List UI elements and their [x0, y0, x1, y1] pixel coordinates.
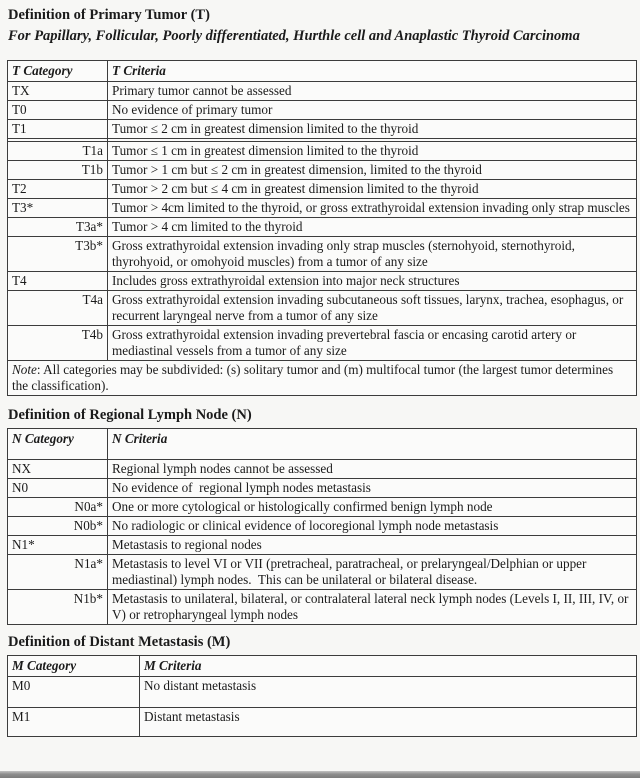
category-cell: M0 [8, 677, 140, 708]
criteria-cell: No radiologic or clinical evidence of locoregional lymph node metastasis [108, 517, 637, 536]
category-cell: NX [8, 460, 108, 479]
column-header-category: T Category [8, 61, 108, 82]
section-distant-metastasis-m [0, 633, 640, 737]
table-row [8, 555, 637, 590]
criteria-cell: Metastasis to level VI or VII (pretracheal, paratracheal, or prelaryngeal/Delphian or upper mediastinal) lymph nodes. This can be unilateral or bilateral disease. [108, 555, 637, 590]
t-staging-table [7, 60, 637, 396]
category-cell: M1 [8, 708, 140, 737]
category-cell: T4a [8, 291, 108, 326]
table-row [8, 498, 637, 517]
criteria-cell: Distant metastasis [140, 708, 637, 737]
column-header-category: N Category [8, 429, 108, 460]
column-header-criteria: N Criteria [108, 429, 637, 460]
column-header-criteria: M Criteria [140, 656, 637, 677]
page-bottom-edge [0, 771, 640, 778]
table-row [8, 517, 637, 536]
section-heading: Definition of Regional Lymph Node (N) [8, 407, 252, 423]
table-row [8, 272, 637, 291]
category-cell: T4b [8, 326, 108, 361]
table-row [8, 142, 637, 161]
criteria-cell: One or more cytological or histologically confirmed benign lymph node [108, 498, 637, 517]
category-cell: T2 [8, 180, 108, 199]
category-cell: T1 [8, 120, 108, 139]
category-cell: TX [8, 82, 108, 101]
category-cell: T4 [8, 272, 108, 291]
category-cell: T1b [8, 161, 108, 180]
category-cell: N1a* [8, 555, 108, 590]
criteria-cell: Includes gross extrathyroidal extension into major neck structures [108, 272, 637, 291]
table-row [8, 291, 637, 326]
criteria-cell: Tumor ≤ 2 cm in greatest dimension limited to the thyroid [108, 120, 637, 139]
note-text: : All categories may be subdivided: (s) solitary tumor and (m) multifocal tumor (the largest tumor determines the classification). [12, 362, 614, 393]
category-cell: N1b* [8, 590, 108, 625]
criteria-cell: No evidence of regional lymph nodes metastasis [108, 479, 637, 498]
table-header-row [8, 429, 637, 460]
table-row [8, 199, 637, 218]
table-row [8, 82, 637, 101]
table-row [8, 460, 637, 479]
category-cell: T1a [8, 142, 108, 161]
criteria-cell: Metastasis to unilateral, bilateral, or contralateral lateral neck lymph nodes (Levels I, II, III, IV, or V) or retropharyngeal lymph nodes [108, 590, 637, 625]
criteria-cell: Tumor > 2 cm but ≤ 4 cm in greatest dimension limited to the thyroid [108, 180, 637, 199]
note-label: Note [12, 362, 37, 377]
table-row [8, 120, 637, 139]
table-row [8, 677, 637, 708]
note-cell [8, 361, 637, 396]
criteria-cell: Tumor > 4cm limited to the thyroid, or gross extrathyroidal extension invading only strap muscles [108, 199, 637, 218]
column-header-criteria: T Criteria [108, 61, 637, 82]
category-cell: T0 [8, 101, 108, 120]
table-header-row [8, 61, 637, 82]
category-cell: T3b* [8, 237, 108, 272]
section-heading: Definition of Distant Metastasis (M) [8, 634, 231, 650]
criteria-cell: Tumor ≤ 1 cm in greatest dimension limited to the thyroid [108, 142, 637, 161]
table-row [8, 161, 637, 180]
table-header-row [8, 656, 637, 677]
criteria-cell: No evidence of primary tumor [108, 101, 637, 120]
n-staging-table [7, 428, 637, 625]
table-row [8, 708, 637, 737]
criteria-cell: No distant metastasis [140, 677, 637, 708]
section-primary-tumor-t [0, 6, 640, 396]
m-staging-table [7, 655, 637, 737]
table-row [8, 237, 637, 272]
criteria-cell: Tumor > 4 cm limited to the thyroid [108, 218, 637, 237]
note-row [8, 361, 637, 396]
category-cell: N1* [8, 536, 108, 555]
column-header-category: M Category [8, 656, 140, 677]
criteria-cell: Tumor > 1 cm but ≤ 2 cm in greatest dimension, limited to the thyroid [108, 161, 637, 180]
section-heading: Definition of Primary Tumor (T) [8, 7, 210, 23]
section-subtitle: For Papillary, Follicular, Poorly differentiated, Hurthle cell and Anaplastic Thyroid Carcinoma [8, 28, 580, 44]
table-row [8, 479, 637, 498]
table-row [8, 590, 637, 625]
table-row [8, 326, 637, 361]
criteria-cell: Gross extrathyroidal extension invading subcutaneous soft tissues, larynx, trachea, esophagus, or recurrent laryngeal nerve from a tumor of any size [108, 291, 637, 326]
table-row [8, 536, 637, 555]
criteria-cell: Metastasis to regional nodes [108, 536, 637, 555]
category-cell: N0 [8, 479, 108, 498]
table-row [8, 180, 637, 199]
criteria-cell: Gross extrathyroidal extension invading prevertebral fascia or encasing carotid artery or mediastinal vessels from a tumor of any size [108, 326, 637, 361]
category-cell: N0b* [8, 517, 108, 536]
category-cell: T3a* [8, 218, 108, 237]
category-cell: N0a* [8, 498, 108, 517]
criteria-cell: Regional lymph nodes cannot be assessed [108, 460, 637, 479]
table-row [8, 218, 637, 237]
criteria-cell: Primary tumor cannot be assessed [108, 82, 637, 101]
category-cell: T3* [8, 199, 108, 218]
criteria-cell: Gross extrathyroidal extension invading only strap muscles (sternohyoid, sternothyroid, thyrohyoid, or omohyoid muscles) from a tumor of any size [108, 237, 637, 272]
section-regional-lymph-node-n [0, 406, 640, 625]
table-row [8, 101, 637, 120]
